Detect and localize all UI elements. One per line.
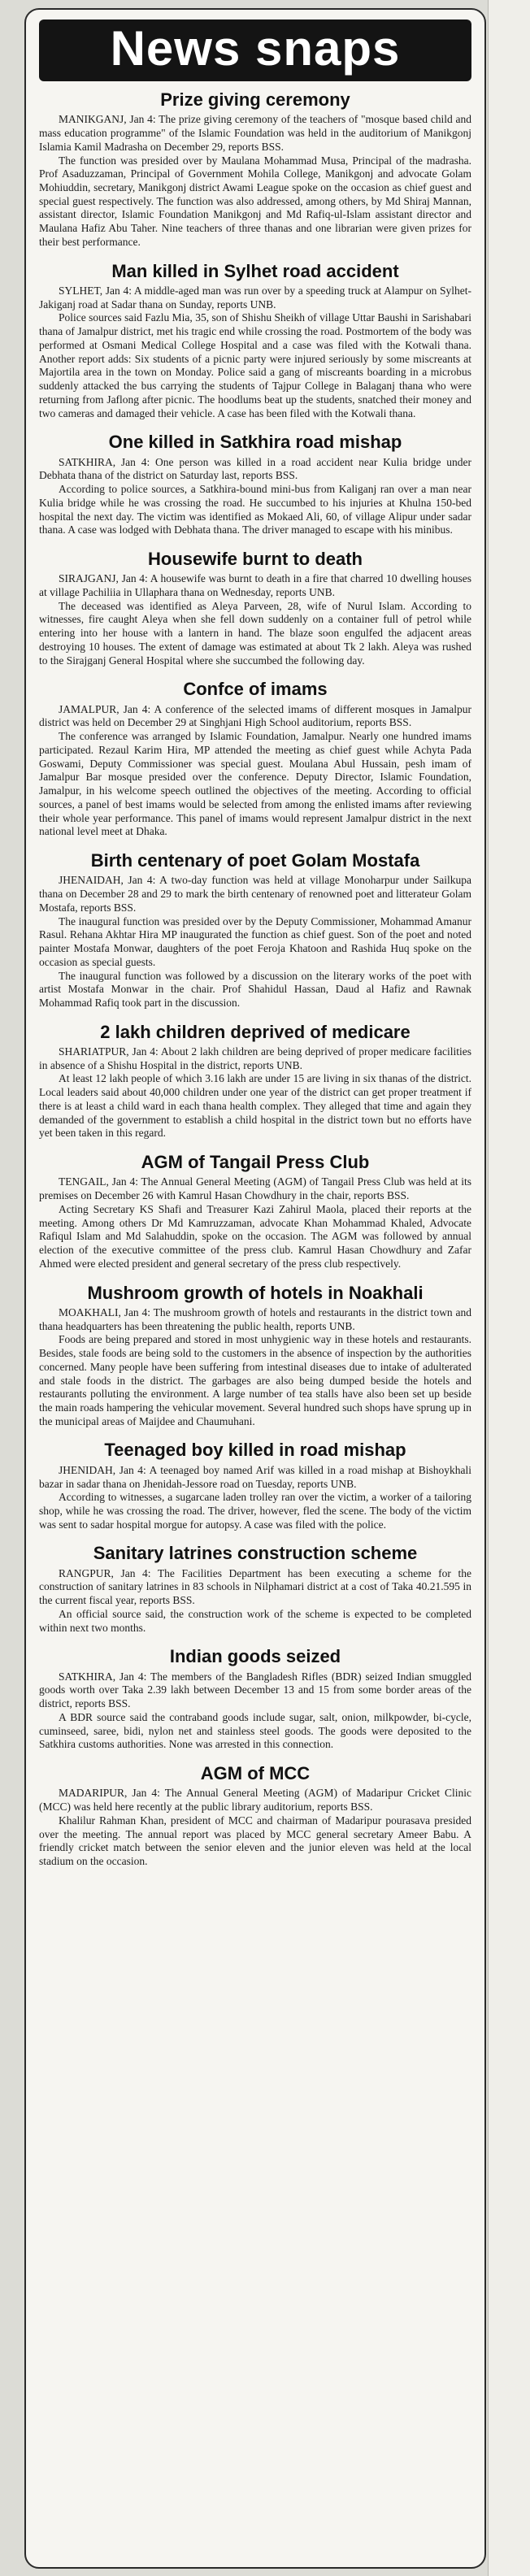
news-paragraph: According to police sources, a Satkhira-bound mini-bus from Kaliganj ran over a man near Kulia bridge while he was crossing the road. He succumbed to his injuries at Khulna 150-bed hospital the next day. The victim was identified as Mokaed Ali, 60, of village Alipur under sadar thana. A case was lodged with Debhata thana. The driver managed to escape with his minibus.	[39, 483, 471, 536]
news-headline: Birth centenary of poet Golam Mostafa	[90, 850, 420, 871]
news-paragraph: At least 12 lakh people of which 3.16 lakh are under 15 are living in six thanas of the district. Local leaders said about 40,000 children under one year of the district can get proper treatment if there is at least a child ward in each thana health complex. They alleged that time and again they demanded of the government to establish a child hospital in the district town but no efforts have yet been taken in this regard.	[39, 1072, 471, 1140]
news-paragraph: Acting Secretary KS Shafi and Treasurer Kazi Zahirul Maola, placed their reports at the meeting. Among others Dr Md Kamruzzaman, advocate Khan Mohammad Khaled, Advocate Rafiqul Islam and Md Salahuddin, spoke on the occasion. The AGM was followed by annual election of the executive committee of the press club. Kamrul Hasan Chowdhury and Zafar Ahmed were elected president and general secretary of the press club respectively.	[39, 1202, 471, 1270]
news-paragraph: SATKHIRA, Jan 4: One person was killed in a road accident near Kulia bridge under Debhata thana of the district on Saturday last, reports BSS.	[39, 455, 471, 482]
news-paragraph: SIRAJGANJ, Jan 4: A housewife was burnt to death in a fire that charred 10 dwelling houses at village Pachiliia in Ullaphara thana on Wednesday, reports UNB.	[39, 572, 471, 599]
story-list	[39, 89, 471, 1869]
adjacent-page-edge	[488, 0, 530, 2576]
news-item	[39, 1440, 471, 1531]
news-headline: Man killed in Sylhet road accident	[111, 260, 399, 281]
news-paragraph: RANGPUR, Jan 4: The Facilities Department has been executing a scheme for the construction of sanitary latrines in 83 schools in Nilphamari district at a cost of Taka 40.21.595 in the current fiscal year, reports BSS.	[39, 1566, 471, 1607]
news-item	[39, 1646, 471, 1752]
news-item	[39, 1152, 471, 1271]
news-headline: Sanitary latrines construction scheme	[93, 1543, 418, 1564]
news-paragraph: Khalilur Rahman Khan, president of MCC and chairman of Madaripur pourasava presided over the meeting. The annual report was placed by MCC general secretary Ameer Babu. A friendly cricket match between the senior eleven and the junior eleven was held at the local stadium on the occasion.	[39, 1814, 471, 1868]
news-paragraph: Police sources said Fazlu Mia, 35, son of Shishu Sheikh of village Uttar Baushi in Sarishabari thana of Jamalpur district, met his tragic end while crossing the road. Postmortem of the body was performed at Osmani Medical College Hospital and a case was filed with the Kotwali thana. Another report adds: Six students of a picnic party were injured seriously by some miscreants at Majortila area in the town on Monday. Police said a gang of miscreants boarding in a microbus suddenly attacked the bus carrying the students of Tajpur College in Balaganj thana who were returning from Jaflong after picnic. The hoodlums beat up the students, snatched their money and two cameras and damaged their vehicle. A case has been filed with the Kotwali thana.	[39, 311, 471, 419]
news-paragraph: Foods are being prepared and stored in most unhygienic way in these hotels and restaurants. Besides, stale foods are being sold to the customers in the absence of inspection by the authorities concerned. Many people have been suffering from intestinal diseases due to intake of adulterated and stale foods in the district. The garbages are also being dumped beside the hotels and restaurants polluting the environment. A large number of tea stalls have also been set up beside the main roads hampering the vehicular movement. Several hundred such shops have sprung up in the municipal areas of Maijdee and Chaumuhani.	[39, 1333, 471, 1427]
news-paragraph: JAMALPUR, Jan 4: A conference of the selected imams of different mosques in Jamalpur district was held on December 29 at Singhjani High School auditorium, reports BSS.	[39, 702, 471, 729]
news-paragraph: SYLHET, Jan 4: A middle-aged man was run over by a speeding truck at Alampur on Sylhet-Jakiganj road at Sadar thana on Sunday, reports UNB.	[39, 284, 471, 311]
news-item	[39, 549, 471, 667]
news-item	[39, 850, 471, 1010]
news-paragraph: A BDR source said the contraband goods include sugar, salt, onion, milkpowder, bi-cycle, cuminseed, saree, bidi, nylon net and stainless steel goods. The goods were deposited to the Satkhira customs authorities. None was arrested in this connection.	[39, 1710, 471, 1751]
masthead-title: News snaps	[110, 21, 401, 76]
news-item	[39, 432, 471, 537]
news-paragraph: MADARIPUR, Jan 4: The Annual General Meeting (AGM) of Madaripur Cricket Clinic (MCC) was held here recently at the public library auditorium, reports BSS.	[39, 1787, 471, 1814]
news-item	[39, 89, 471, 250]
news-item	[39, 679, 471, 839]
news-headline: 2 lakh children deprived of medicare	[100, 1021, 411, 1042]
news-paragraph: An official source said, the construction work of the scheme is expected to be completed within next two months.	[39, 1607, 471, 1634]
news-headline: Teenaged boy killed in road mishap	[104, 1440, 406, 1461]
news-headline: Housewife burnt to death	[148, 548, 363, 569]
news-paragraph: SATKHIRA, Jan 4: The members of the Bangladesh Rifles (BDR) seized Indian smuggled goods worth over Taka 2.39 lakh between December 13 and 15 from some border areas of the district, reports BSS.	[39, 1670, 471, 1710]
news-paragraph: The inaugural function was followed by a discussion on the literary works of the poet with artist Mostafa Monwar in the chair. Prof Shahidul Hassan, Daud al Hafiz and Rawnak Mohammad Rafiq took part in the discussion.	[39, 969, 471, 1009]
news-headline: Confce of imams	[183, 679, 328, 700]
news-headline: AGM of Tangail Press Club	[141, 1152, 370, 1173]
news-paragraph: JHENAIDAH, Jan 4: A two-day function was held at village Monoharpur under Sailkupa thana on December 28 and 29 to mark the birth centenary of renowned poet and litterateur Golam Mostafa, reports BSS.	[39, 874, 471, 914]
news-item	[39, 1763, 471, 1869]
news-paragraph: SHARIATPUR, Jan 4: About 2 lakh children are being deprived of proper medicare facilities in absence of a Shishu Hospital in the district, reports UNB.	[39, 1045, 471, 1071]
news-paragraph: JHENIDAH, Jan 4: A teenaged boy named Arif was killed in a road mishap at Bishoykhali bazar in sadar thana on Jhenidah-Jessore road on Tuesday, reports UNB.	[39, 1463, 471, 1490]
news-item	[39, 261, 471, 421]
news-paragraph: The inaugural function was presided over by the Deputy Commissioner, Mohammad Amanur Rasul. Rehana Akhtar Hira MP inaugurated the function as chief guest. Son of the poet and noted painter Mostafa Monwar, daughters of the poet Feroja Khatoon and Rashida Huq spoke on the occasion as special guests.	[39, 914, 471, 968]
news-paragraph: MANIKGANJ, Jan 4: The prize giving ceremony of the teachers of "mosque based child and mass education programme" of the Islamic Foundation was held in the auditorium of Manikgonj Islamia Kamil Madrasha on December 29, reports BSS.	[39, 113, 471, 153]
news-item	[39, 1022, 471, 1140]
news-headline: One killed in Satkhira road mishap	[108, 432, 402, 453]
news-item	[39, 1283, 471, 1429]
news-headline: Indian goods seized	[169, 1646, 341, 1667]
masthead	[39, 20, 471, 81]
news-headline: AGM of MCC	[200, 1763, 311, 1784]
news-paragraph: The function was presided over by Maulana Mohammad Musa, Principal of the madrasha. Prof Asaduzzaman, Principal of Government Mohila College, Manikgonj and advocate Golam Mohiuddin, secretary, Manikgonj district Awami League spoke on the occasion as chief guest and special guest respectively. The function was also addressed, among others, by Md Shiraj Mannan, assistant director, Islamic Foundation Manikgonj and Md Rafiq-ul-Islam assistant director and Maulana Hafiz Abu Taher. Nine teachers of three thanas and one librarian were given prizes for their best performance.	[39, 154, 471, 248]
news-paragraph: The conference was arranged by Islamic Foundation, Jamalpur. Nearly one hundred imams participated. Rezaul Karim Hira, MP attended the meeting as chief guest while Achyta Pada Goswami, Deputy Commissioner was special guest. Moulana Abul Hussain, pesh imam of Jamalpur Bar mosque presided over the conference. Deputy Director, Islamic Foundation, Jamalpur, in his welcome speech outlined the objectives of the meeting. According to official sources, a panel of best imams would be selected from among the enlisted imams after reviewing their whole year performance. This panel of imams would represent Jamalpur district in the next national level meet at Dhaka.	[39, 730, 471, 838]
news-headline: Prize giving ceremony	[160, 89, 350, 110]
news-paragraph: TENGAIL, Jan 4: The Annual General Meeting (AGM) of Tangail Press Club was held at its premises on December 26 with Kamrul Hasan Chowdhury in the chair, reports BSS.	[39, 1175, 471, 1202]
news-paragraph: According to witnesses, a sugarcane laden trolley ran over the victim, a worker of a tailoring shop, while he was crossing the road. The driver, however, fled the scene. The body of the victim was sent to sadar hospital morgue for autopsy. A case was filed with the police.	[39, 1491, 471, 1531]
news-paragraph: MOAKHALI, Jan 4: The mushroom growth of hotels and restaurants in the district town and thana headquarters has been threatening the public health, reports UNB.	[39, 1305, 471, 1332]
news-item	[39, 1543, 471, 1635]
news-paragraph: The deceased was identified as Aleya Parveen, 28, wife of Nurul Islam. According to witnesses, fire caught Aleya when she fell down suddenly on a container full of petrol while entering into her house with a lantern in hand. The blaze soon engulfed the adjacent areas destroying 10 houses. The extent of damage was estimated at about Tk 2 lakh. Aleya was rushed to the Sirajganj General Hospital where she succumbed the following day.	[39, 599, 471, 667]
news-headline: Mushroom growth of hotels in Noakhali	[87, 1282, 424, 1303]
news-snaps-clipping	[24, 8, 486, 2569]
